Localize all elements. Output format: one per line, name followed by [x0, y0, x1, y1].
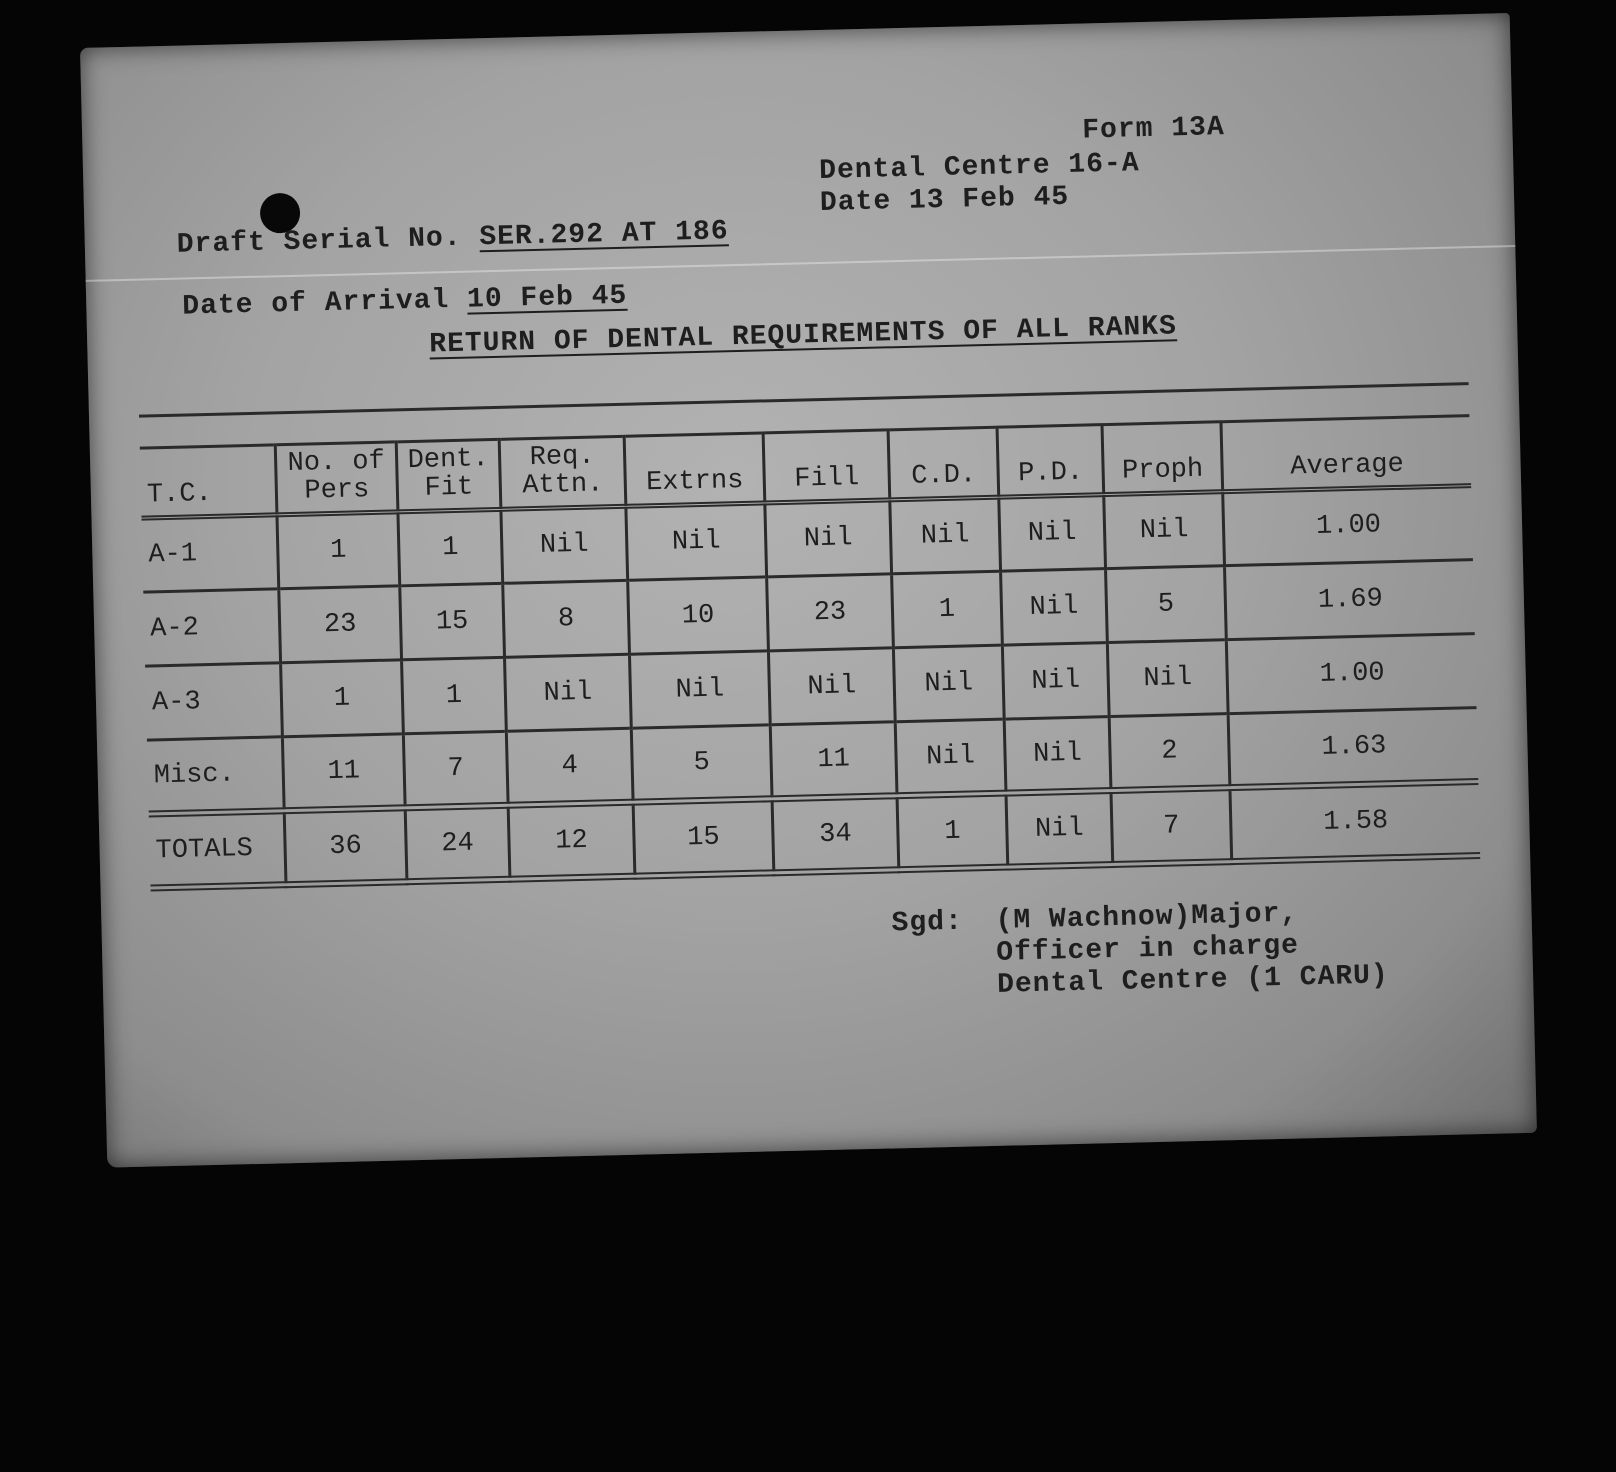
- arrival-label: Date of Arrival: [181, 285, 450, 323]
- row-label: A-2: [149, 612, 200, 644]
- col-req-attn: Req. Attn.: [499, 436, 626, 509]
- col-pd: P.D.: [997, 425, 1104, 498]
- row-label: Misc.: [153, 758, 236, 791]
- table-cell: Nil: [1001, 569, 1108, 646]
- col-proph: Proph: [1102, 422, 1223, 495]
- table-cell: 11: [282, 734, 405, 811]
- signatory-unit: Dental Centre (1 CARU): [996, 960, 1390, 1001]
- document-title: RETURN OF DENTAL REQUIREMENTS OF ALL RANKS: [428, 311, 1178, 361]
- table-cell: 8: [503, 580, 630, 657]
- table-cell: Nil: [501, 506, 628, 583]
- table-cell: 24: [405, 805, 510, 881]
- row-label: A-3: [151, 686, 201, 718]
- draft-serial-label: Draft Serial No.: [176, 222, 462, 261]
- table-cell: Nil: [629, 651, 770, 728]
- signatory-name: (M Wachnow)Major,: [995, 898, 1299, 937]
- table-cell: Nil: [505, 654, 632, 731]
- table-cell: 1: [398, 509, 503, 585]
- table-cell: Nil: [999, 495, 1106, 572]
- form-date: Date 13 Feb 45: [819, 181, 1070, 219]
- document-page: [80, 13, 1537, 1168]
- table-cell: Nil: [765, 500, 892, 577]
- table-cell: Nil: [893, 645, 1004, 722]
- table-cell: 11: [770, 722, 897, 799]
- dental-requirements-table: [140, 414, 1480, 891]
- table-cell: 1: [892, 571, 1003, 648]
- col-fill: Fill: [763, 430, 890, 503]
- col-extrns: Extrns: [624, 433, 765, 506]
- table-cell: 5: [1106, 566, 1227, 643]
- signed-label: Sgd:: [891, 906, 964, 940]
- col-average: Average: [1221, 416, 1471, 492]
- table-cell: 5: [631, 725, 772, 802]
- table-cell: 7: [1111, 788, 1232, 865]
- table-cell: 34: [772, 796, 899, 873]
- table-cell: 1: [402, 657, 507, 733]
- table-cell: 23: [279, 586, 402, 663]
- row-label: A-1: [148, 539, 198, 571]
- table-cell: 15: [633, 799, 774, 876]
- table-cell: 1.58: [1230, 782, 1480, 862]
- table-cell: Nil: [1107, 640, 1228, 717]
- table-cell: 36: [284, 808, 407, 885]
- table-cell: Nil: [1104, 492, 1225, 569]
- table-cell: 4: [506, 728, 633, 805]
- table-top-rule: [139, 382, 1469, 417]
- col-dent-fit: Dent. Fit: [396, 439, 501, 511]
- col-pers: No. of Pers: [275, 442, 398, 515]
- draft-serial-value: SER.292 AT 186: [479, 216, 729, 254]
- col-tc: T.C.: [146, 478, 213, 511]
- draft-serial: [176, 216, 728, 260]
- table-cell: 1: [897, 793, 1008, 870]
- table-cell: Nil: [890, 497, 1001, 574]
- table-cell: Nil: [1006, 791, 1113, 868]
- table-cell: 1.00: [1226, 634, 1476, 714]
- table-cell: 10: [628, 577, 769, 654]
- table-cell: 12: [508, 802, 635, 879]
- table-cell: 1: [281, 660, 404, 737]
- table-cell: 1.00: [1223, 486, 1473, 566]
- table-cell: Nil: [626, 503, 767, 580]
- table-cell: 15: [400, 583, 505, 659]
- table-cell: 1: [277, 512, 400, 589]
- table-cell: 1.69: [1224, 560, 1474, 640]
- form-number: Form 13A: [1081, 112, 1226, 147]
- row-label: TOTALS: [155, 833, 254, 866]
- table-cell: Nil: [1004, 717, 1111, 794]
- table-cell: 23: [767, 574, 894, 651]
- arrival-value: 10 Feb 45: [466, 280, 628, 316]
- signatory-role: Officer in charge: [996, 930, 1300, 969]
- dental-centre: Dental Centre 16-A: [818, 148, 1140, 187]
- table-cell: Nil: [768, 648, 895, 725]
- date-of-arrival: [182, 281, 628, 323]
- table-cell: 7: [403, 731, 508, 807]
- table-cell: 1.63: [1228, 708, 1478, 788]
- table-cell: Nil: [895, 719, 1006, 796]
- table-cell: Nil: [1002, 643, 1109, 720]
- table-cell: 2: [1109, 714, 1230, 791]
- col-cd: C.D.: [888, 427, 999, 500]
